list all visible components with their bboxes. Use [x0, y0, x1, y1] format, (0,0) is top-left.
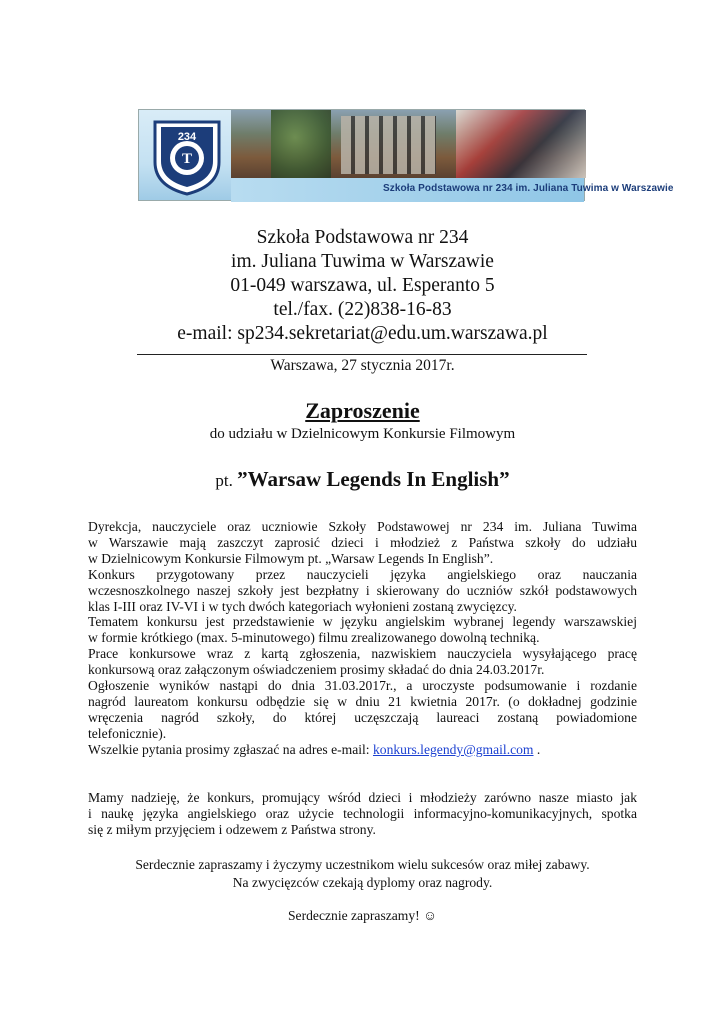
body-line: konkursową oraz załączonym oświadczeniem prosimy składać do dnia 24.03.2017r. [88, 662, 545, 678]
closing-wishes: Serdecznie zapraszamy i życzymy uczestnikom wielu sukcesów oraz miłej zabawy. [135, 857, 590, 872]
body-line: Prace konkursowe wraz z kartą zgłoszenia, nazwiskiem nauczyciela wysyłającego pracę [88, 646, 637, 662]
film-title-prefix: pt. [215, 471, 233, 490]
banner-caption: Szkoła Podstawowa nr 234 im. Juliana Tuwima w Warszawie [383, 183, 674, 194]
contact-email-link[interactable]: konkurs.legendy@gmail.com [372, 741, 534, 757]
film-title-line [0, 467, 725, 492]
contact-line [88, 742, 637, 758]
body-paragraph-1 [88, 519, 637, 758]
header-divider [137, 354, 587, 355]
banner-building-image [341, 116, 436, 174]
invitation-title: Zaproszenie [305, 398, 420, 423]
school-banner [138, 109, 674, 201]
school-logo-icon [147, 116, 227, 196]
school-patron: im. Juliana Tuwima w Warszawie [231, 251, 494, 272]
film-title: ”Warsaw Legends In English” [237, 467, 510, 491]
body-line: telefonicznie). [88, 725, 167, 741]
svg-text:234: 234 [177, 131, 197, 143]
contact-prefix: Wszelkie pytania prosimy zgłaszać na adres e-mail: [88, 741, 373, 757]
banner-photo [231, 110, 586, 178]
closing-prizes: Na zwycięzców czekają dyplomy oraz nagrody. [232, 875, 493, 890]
body-line: Mamy nadzieję, że konkurs, promujący wśród dzieci i młodzieży zarówno nasze miasto jak [88, 790, 637, 805]
school-address-block [0, 226, 725, 346]
school-email: e-mail: sp234.sekretariat@edu.um.warszawa.pl [177, 323, 548, 344]
svg-text:T: T [181, 151, 193, 167]
body-line: i naukę języka angielskiego oraz użycie technologii informacyjno-komunikacyjnych, spotka [88, 805, 637, 821]
banner-tree-image [271, 110, 331, 178]
body-line: w formie krótkiego (max. 5-minutowego) filmu zrealizowanego dowolną techniką. [88, 630, 540, 646]
school-phone: tel./fax. (22)838-16-83 [273, 299, 452, 320]
school-street-address: 01-049 warszawa, ul. Esperanto 5 [230, 275, 495, 296]
body-line: klas I-III oraz IV-VI i w tych dwóch kategoriach wyłonieni zostaną zwycięzcy. [88, 598, 517, 614]
body-line: Ogłoszenie wyników nastąpi do dnia 31.03.2017r., a uroczyste podsumowanie i rozdanie [88, 678, 637, 694]
body-line: Konkurs przygotowany przez nauczycieli języka angielskiego oraz nauczania [88, 566, 637, 582]
body-line: wczesnoszkolnego naszej szkoły jest bezpłatny i skierowany do uczniów szkół podstawowych [88, 582, 637, 598]
school-name: Szkoła Podstawowa nr 234 [256, 227, 469, 248]
body-line: Tematem konkursu jest przedstawienie w języku angielskim wybranej legendy warszawskiej [88, 614, 637, 630]
contact-suffix: . [533, 741, 541, 757]
body-line: Dyrekcja, nauczyciele oraz uczniowie Szkoły Podstawowej nr 234 im. Juliana Tuwima [88, 519, 637, 534]
invitation-subtitle: do udziału w Dzielnicowym Konkursie Filmowym [209, 426, 516, 442]
banner-people-image [456, 110, 586, 178]
body-line: w Dzielnicowym Konkursie Filmowym pt. „Warsaw Legends In English”. [88, 550, 494, 566]
body-line: w Warszawie mają zaszczyt zaprosić dzieci i młodzież z Państwa szkoły do udziału [88, 534, 637, 550]
letter-date: Warszawa, 27 stycznia 2017r. [270, 357, 455, 374]
body-line: nagród laureatom konkursu odbędzie się w dniu 21 kwietnia 2017r. (o dokładnej godzinie [88, 693, 637, 709]
body-line: się z miłym przyjęciem i odzewem z Państwa strony. [88, 821, 376, 837]
body-paragraph-hope [88, 790, 637, 838]
closing-invitation: Serdecznie zapraszamy! ☺ [288, 908, 437, 923]
body-line: wręczenia nagród szkoły, do której uczęszczają laureaci zostaną powiadomione [88, 709, 637, 725]
